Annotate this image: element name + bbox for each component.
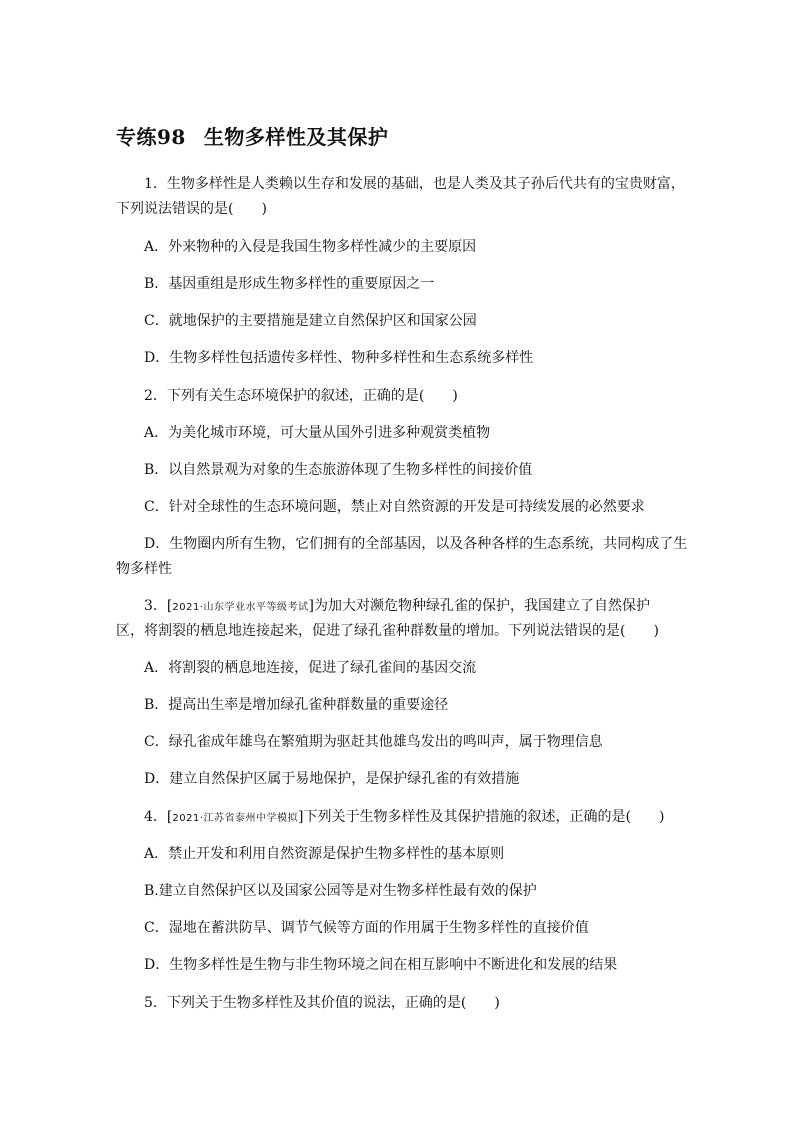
question-1-option-c: C．就地保护的主要措施是建立自然保护区和国家公园 [144, 313, 477, 329]
question-3-option-c: C．绿孔雀成年雄鸟在繁殖期为驱赶其他雄鸟发出的鸣叫声，属于物理信息 [144, 734, 603, 750]
question-4-option-d: D．生物多样性是生物与非生物环境之间在相互影响中不断进化和发展的结果 [144, 957, 618, 973]
question-2-stem: 2．下列有关生态环境保护的叙述，正确的是( ) [144, 388, 458, 404]
question-2-option-c: C．针对全球性的生态环境问题，禁止对自然资源的开发是可持续发展的必然要求 [144, 499, 645, 515]
question-1-option-b: B．基因重组是形成生物多样性的重要原因之一 [144, 276, 435, 292]
question-4-option-c: C．湿地在蓄洪防旱、调节气候等方面的作用属于生物多样性的直接价值 [144, 920, 589, 936]
question-3-stem-cont: 区，将割裂的栖息地连接起来，促进了绿孔雀种群数量的增加。下列说法错误的是( ) [116, 623, 659, 639]
question-3-option-b: B．提高出生率是增加绿孔雀种群数量的重要途径 [144, 697, 449, 713]
question-2-option-a: A．为美化城市环境，可大量从国外引进多种观赏类植物 [144, 425, 491, 441]
page-title [116, 121, 388, 150]
question-4-stem: 4．[2021·江苏省泰州中学模拟]下列关于生物多样性及其保护措施的叙述，正确的是( ) [144, 809, 665, 825]
question-3-source: 2021·山东学业水平等级考试 [172, 602, 309, 613]
question-2-option-d-cont: 物多样性 [116, 561, 172, 577]
question-5-stem: 5．下列关于生物多样性及其价值的说法，正确的是( ) [144, 995, 500, 1011]
question-3-option-d: D．建立自然保护区属于易地保护，是保护绿孔雀的有效措施 [144, 771, 520, 787]
question-1-stem-cont: 下列说法错误的是( ) [116, 201, 267, 217]
question-3-option-a: A．将割裂的栖息地连接，促进了绿孔雀间的基因交流 [144, 660, 477, 676]
question-1-option-a: A．外来物种的入侵是我国生物多样性减少的主要原因 [144, 239, 477, 255]
title-text: 生物多样性及其保护 [203, 125, 389, 149]
question-3-stem: 3．[2021·山东学业水平等级考试]为加大对濒危物种绿孔雀的保护，我国建立了自然保护 [144, 598, 650, 614]
question-4-option-b: B.建立自然保护区以及国家公园等是对生物多样性最有效的保护 [144, 883, 537, 899]
question-2-option-d: D．生物圈内所有生物，它们拥有的全部基因，以及各种各样的生态系统，共同构成了生 [144, 536, 688, 552]
title-label: 专练98 [116, 125, 186, 149]
question-2-option-b: B．以自然景观为对象的生态旅游体现了生物多样性的间接价值 [144, 462, 533, 478]
question-1-stem: 1．生物多样性是人类赖以生存和发展的基础，也是人类及其子孙后代共有的宝贵财富， [144, 176, 685, 192]
question-4-option-a: A．禁止开发和利用自然资源是保护生物多样性的基本原则 [144, 846, 505, 862]
question-4-source: 2021·江苏省泰州中学模拟 [172, 813, 299, 824]
question-1-option-d: D．生物多样性包括遗传多样性、物种多样性和生态系统多样性 [144, 350, 534, 366]
